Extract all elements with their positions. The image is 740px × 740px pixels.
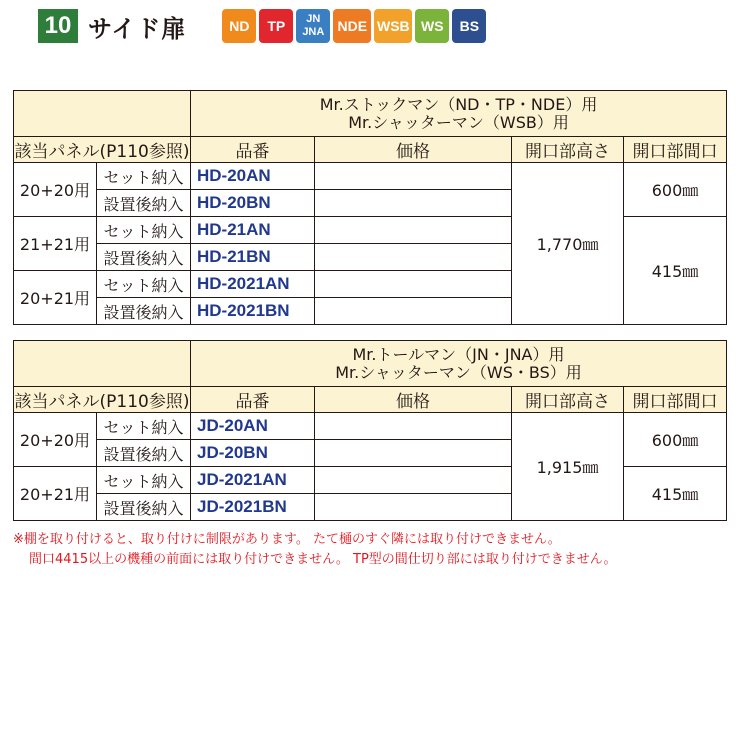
price-cell: [315, 494, 512, 521]
series-badges: [222, 9, 486, 43]
model-line-1: Mr.トールマン（JN・JNA）用: [352, 344, 565, 364]
width-cell: 415㎜: [624, 467, 727, 521]
blank-header-cell: [14, 91, 191, 137]
price-cell: [315, 244, 512, 271]
type-cell: セット納入: [97, 163, 191, 190]
type-cell: 設置後納入: [97, 298, 191, 325]
col-header-panel: 該当パネル(P110参照): [14, 387, 191, 413]
section-title: サイド扉: [88, 14, 187, 43]
price-cell: [315, 163, 512, 190]
note-line-1: ※棚を取り付けると、取り付けに制限があります。 たて樋のすぐ隣には取り付けできません。: [13, 532, 561, 547]
panel-cell: 20+21用: [14, 467, 97, 521]
badge-bs: BS: [452, 9, 486, 43]
col-header-model: 品番: [191, 387, 315, 413]
section-header: [38, 8, 486, 44]
badge-tp: TP: [259, 9, 293, 43]
price-cell: [315, 217, 512, 244]
badge-nde: NDE: [333, 9, 371, 43]
model-cell: HD-2021BN: [191, 298, 315, 325]
model-cell: JD-20BN: [191, 440, 315, 467]
model-cell: HD-2021AN: [191, 271, 315, 298]
model-line-2: Mr.シャッターマン（WS・BS）用: [335, 362, 582, 382]
col-header-height: 開口部高さ: [512, 137, 624, 163]
model-cell: JD-2021AN: [191, 467, 315, 494]
badge-ws: WS: [415, 9, 449, 43]
spec-table-hd: [13, 90, 727, 325]
section-number: 10: [38, 9, 78, 43]
badge-jn-jna: [296, 9, 330, 43]
panel-cell: 21+21用: [14, 217, 97, 271]
price-cell: [315, 440, 512, 467]
type-cell: 設置後納入: [97, 440, 191, 467]
blank-header-cell: [14, 341, 191, 387]
table-row: [14, 413, 727, 440]
width-cell: 600㎜: [624, 413, 727, 467]
type-cell: 設置後納入: [97, 494, 191, 521]
model-cell: HD-20AN: [191, 163, 315, 190]
type-cell: セット納入: [97, 413, 191, 440]
badge-wsb: WSB: [374, 9, 412, 43]
model-cell: HD-21AN: [191, 217, 315, 244]
model-line-1: Mr.ストックマン（ND・TP・NDE）用: [319, 94, 598, 114]
type-cell: セット納入: [97, 271, 191, 298]
col-header-width: 開口部間口: [624, 387, 727, 413]
model-cell: HD-21BN: [191, 244, 315, 271]
col-header-height: 開口部高さ: [512, 387, 624, 413]
model-cell: HD-20BN: [191, 190, 315, 217]
col-header-panel: 該当パネル(P110参照): [14, 137, 191, 163]
model-line-2: Mr.シャッターマン（WSB）用: [348, 112, 569, 132]
height-cell: 1,915㎜: [512, 413, 624, 521]
col-header-price: 価格: [315, 387, 512, 413]
model-group-header: [191, 91, 727, 137]
col-header-model: 品番: [191, 137, 315, 163]
price-cell: [315, 298, 512, 325]
type-cell: セット納入: [97, 467, 191, 494]
panel-cell: 20+20用: [14, 163, 97, 217]
table-row: [14, 163, 727, 190]
spec-table-jd: [13, 340, 727, 521]
badge-nd: ND: [222, 9, 256, 43]
type-cell: セット納入: [97, 217, 191, 244]
width-cell: 415㎜: [624, 217, 727, 325]
type-cell: 設置後納入: [97, 244, 191, 271]
note-line-2: 間口4415以上の機種の前面には取り付けできません。 TP型の間仕切り部には取り付けできません。: [29, 552, 617, 567]
width-cell: 600㎜: [624, 163, 727, 217]
price-cell: [315, 190, 512, 217]
badge-jna-label: JNA: [302, 26, 325, 38]
price-cell: [315, 467, 512, 494]
price-cell: [315, 271, 512, 298]
height-cell: 1,770㎜: [512, 163, 624, 325]
model-cell: JD-20AN: [191, 413, 315, 440]
model-cell: JD-2021BN: [191, 494, 315, 521]
type-cell: 設置後納入: [97, 190, 191, 217]
col-header-width: 開口部間口: [624, 137, 727, 163]
price-cell: [315, 413, 512, 440]
col-header-price: 価格: [315, 137, 512, 163]
badge-jn-label: JN: [306, 13, 321, 25]
panel-cell: 20+20用: [14, 413, 97, 467]
panel-cell: 20+21用: [14, 271, 97, 325]
model-group-header: [191, 341, 727, 387]
